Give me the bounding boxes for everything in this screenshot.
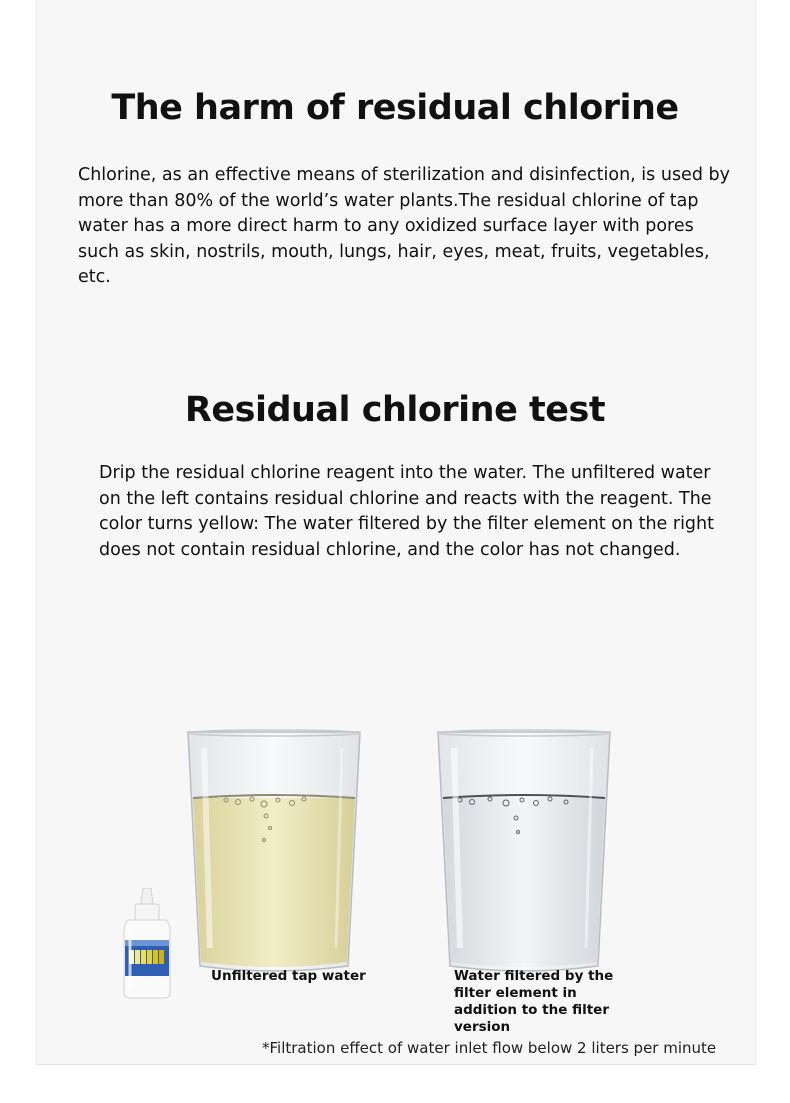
section-title-test: Residual chlorine test bbox=[184, 390, 606, 430]
test-description: Drip the residual chlorine reagent into the water. The unfiltered water on the left contains residual chlorine and reacts with the reagent. The color turns yellow: The water filtered by the filter element on the right does not contain residual chlorine, and the color has not changed. bbox=[99, 463, 714, 560]
filtered-water-glass-image bbox=[436, 728, 612, 976]
reagent-bottle-image bbox=[118, 888, 176, 1000]
unfiltered-caption: Unfiltered tap water bbox=[211, 968, 366, 984]
footnote: *Filtration effect of water inlet flow below 2 liters per minute bbox=[262, 1039, 717, 1057]
filtered-caption: Water filtered by the filter element in addition to the filter version bbox=[454, 968, 614, 1035]
unfiltered-water-glass-image bbox=[186, 728, 362, 976]
harm-description: Chlorine, as an effective means of sterilization and disinfection, is used by more than 80% of the world’s water plants.The residual chlorine of tap water has a more direct harm to any oxidized surface layer with pores such as skin, nostrils, mouth, lungs, hair, eyes, meat, fruits, vegetables, etc. bbox=[78, 165, 730, 287]
section-title-harm: The harm of residual chlorine bbox=[111, 88, 679, 128]
